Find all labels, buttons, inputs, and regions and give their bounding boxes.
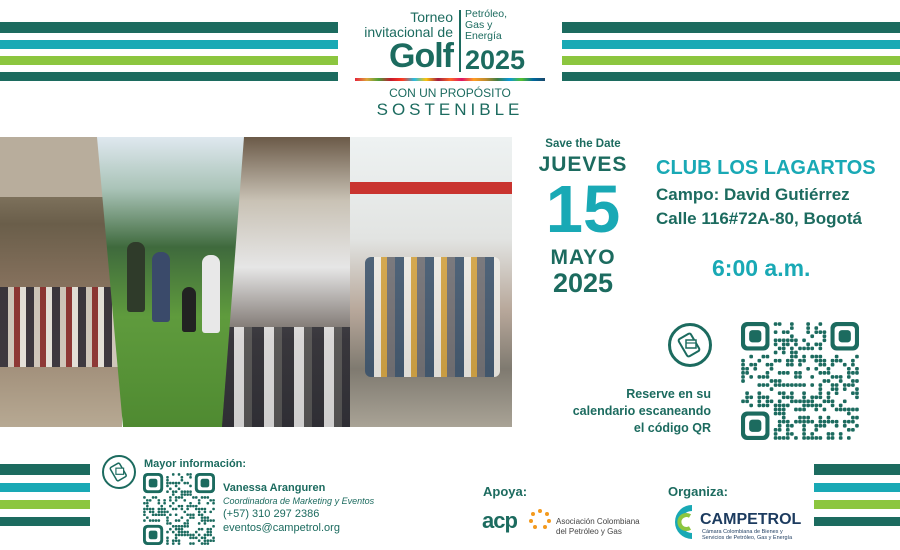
event-weekday: JUEVES (538, 153, 628, 176)
sector-line: Petróleo, (465, 8, 508, 20)
photo-detail (202, 255, 220, 333)
photo-detail (365, 257, 500, 377)
supporter-label: Apoya: (483, 484, 528, 499)
campetrol-subtitle: Cámara Colombiana de Bienes y Servicios de Petróleo, Gas y Energía (702, 529, 793, 541)
photo-detail (182, 287, 196, 332)
event-year: 2025 (552, 268, 614, 298)
event-month: MAYO (550, 246, 616, 269)
stripe (562, 22, 900, 33)
calendar-phone-icon (668, 323, 712, 367)
title-invitacional-text: invitacional de (364, 24, 453, 40)
stripe (0, 500, 90, 509)
venue-campo: Campo: David Gutiérrez (656, 185, 850, 204)
footer-stripes-left (0, 464, 90, 526)
title-proposito: CON UN PROPÓSITO (389, 86, 511, 100)
sdg-color-bar (355, 78, 545, 81)
stripe (562, 40, 900, 49)
reserve-instructions (547, 386, 711, 437)
event-title-logo (355, 6, 545, 118)
photo-detail (152, 252, 170, 322)
contact-qr-code[interactable] (143, 473, 215, 545)
title-sector (465, 9, 545, 42)
venue-club: CLUB LOS LAGARTOS (656, 157, 876, 179)
reserve-line: Reserve en su (626, 387, 711, 401)
photo-detail (350, 182, 512, 194)
title-golf: Golf (389, 37, 453, 75)
header-stripes-right (562, 22, 900, 81)
campetrol-logo: CAMPETROL (700, 511, 802, 528)
title-divider (459, 10, 461, 72)
stripe (814, 464, 900, 475)
reserve-line: el código QR (633, 421, 711, 435)
acp-name (556, 517, 666, 537)
phone-icon (102, 455, 136, 489)
title-torneo (355, 10, 453, 40)
sector-line: Energía (465, 30, 502, 42)
organizer-label: Organiza: (668, 484, 728, 499)
stripe (814, 483, 900, 492)
stripe (0, 56, 338, 65)
stripe (0, 72, 338, 81)
calendar-qr-code[interactable] (741, 322, 859, 440)
calendar-phone-glyph (677, 332, 703, 358)
contact-name: Vanessa Aranguren (223, 482, 326, 494)
acp-logo: acp (482, 508, 517, 533)
campetrol-logo-mark (668, 502, 700, 542)
event-day: 15 (545, 172, 621, 247)
venue-address: Calle 116#72A-80, Bogotá (656, 209, 862, 228)
stripe (562, 72, 900, 81)
reserve-line: calendario escaneando (572, 404, 711, 418)
contact-email-link[interactable]: eventos@campetrol.org (223, 522, 340, 534)
save-the-date: Save the Date (545, 138, 621, 150)
title-sostenible: SOSTENIBLE (376, 100, 524, 119)
title-year: 2025 (465, 45, 526, 75)
stripe (814, 500, 900, 509)
photo-collage (0, 137, 512, 427)
event-time: 6:00 a.m. (712, 255, 811, 281)
sector-line: Gas y (465, 19, 493, 31)
acp-name-line: Asociación Colombiana (556, 517, 640, 526)
stripe (0, 483, 90, 492)
stripe (562, 56, 900, 65)
phone-glyph (109, 462, 129, 482)
contact-role: Coordinadora de Marketing y Eventos (223, 496, 375, 506)
photo-detail (127, 242, 145, 312)
acp-name-line: del Petróleo y Gas (556, 527, 622, 536)
contact-phone[interactable]: (+57) 310 297 2386 (223, 508, 320, 520)
photo-group-balloons (350, 137, 512, 427)
acp-star-icon (527, 507, 553, 533)
stripe (0, 517, 90, 526)
stripe (814, 517, 900, 526)
stripe (0, 40, 338, 49)
title-torneo-text: Torneo (410, 9, 453, 25)
photo-detail (0, 287, 122, 367)
contact-heading: Mayor información: (144, 458, 247, 470)
header-stripes-left (0, 22, 338, 81)
footer-stripes-right (814, 464, 900, 526)
stripe (0, 22, 338, 33)
stripe (0, 464, 90, 475)
